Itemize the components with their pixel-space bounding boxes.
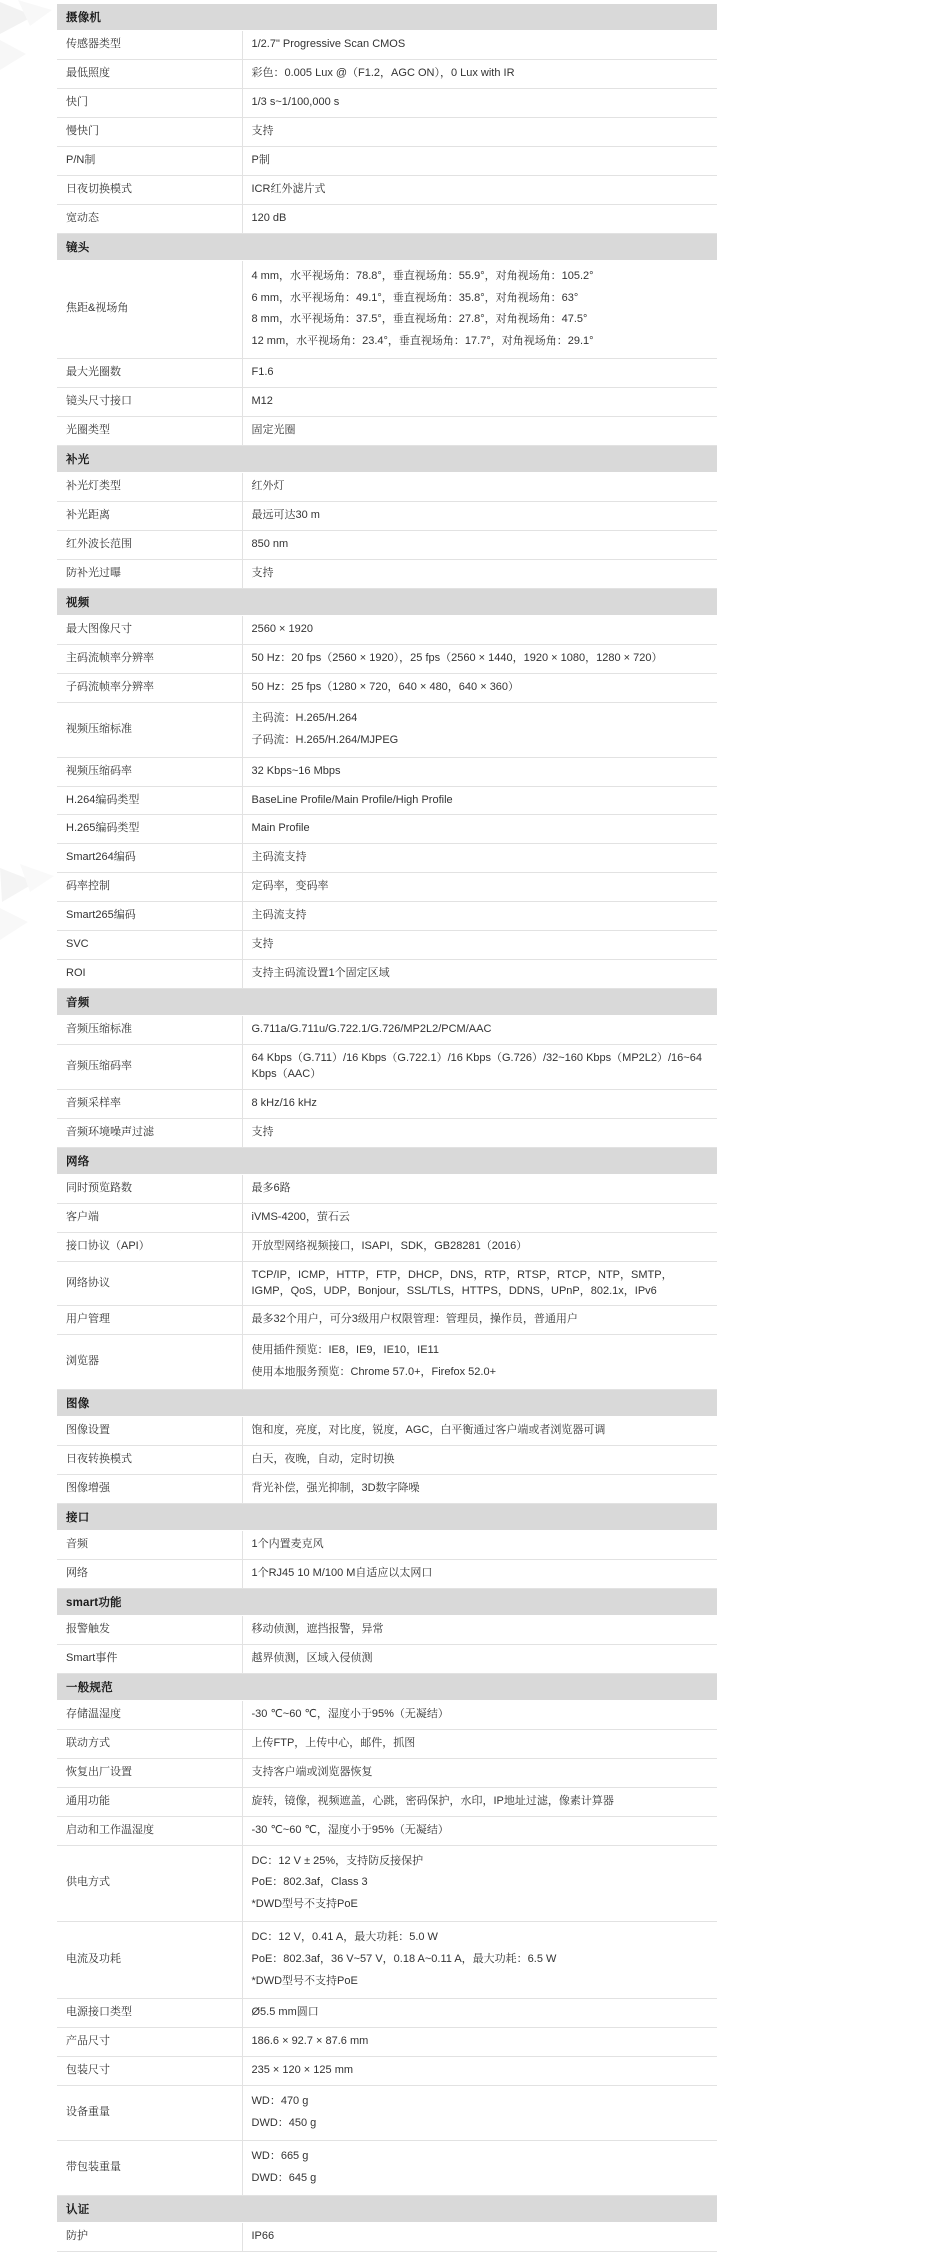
- section-title: 摄像机: [57, 4, 717, 31]
- spec-row: [57, 815, 717, 844]
- spec-value: [242, 559, 717, 588]
- spec-row: [57, 615, 717, 644]
- section-header-row: [57, 1588, 717, 1615]
- spec-key: Smart265编码: [57, 902, 242, 931]
- spec-value-line: P制: [251, 153, 270, 166]
- spec-row: [57, 644, 717, 673]
- spec-key: 音频压缩码率: [57, 1045, 242, 1090]
- spec-row: [57, 1758, 717, 1787]
- spec-key: 音频环境噪声过滤: [57, 1118, 242, 1147]
- spec-key: 电流及功耗: [57, 1922, 242, 1999]
- spec-row: [57, 757, 717, 786]
- spec-key: 同时预览路数: [57, 1174, 242, 1203]
- spec-row: [57, 2085, 717, 2140]
- spec-value: [242, 673, 717, 702]
- spec-value: [242, 1700, 717, 1729]
- spec-key: H.264编码类型: [57, 786, 242, 815]
- spec-value: [242, 1475, 717, 1504]
- watermark-decoration-top: [0, 0, 58, 86]
- spec-key: H.265编码类型: [57, 815, 242, 844]
- spec-value: [242, 359, 717, 388]
- section-title: 视频: [57, 588, 717, 615]
- spec-value-line: -30 ℃~60 ℃，湿度小于95%（无凝结）: [251, 1707, 449, 1720]
- spec-value-line: PoE：802.3af，Class 3: [251, 1876, 368, 1889]
- section-title: 认证: [57, 2195, 717, 2222]
- spec-value-line: 1/3 s~1/100,000 s: [251, 95, 340, 108]
- spec-key: 红外波长范围: [57, 531, 242, 560]
- spec-value-line: 移动侦测，遮挡报警，异常: [251, 1622, 384, 1635]
- spec-row: [57, 1118, 717, 1147]
- spec-key: P/N制: [57, 146, 242, 175]
- spec-value-line: DC：12 V，0.41 A，最大功耗：5.0 W: [251, 1931, 438, 1944]
- spec-key: 日夜转换模式: [57, 1446, 242, 1475]
- spec-row: [57, 1203, 717, 1232]
- spec-value-line: *DWD型号不支持PoE: [251, 1898, 358, 1911]
- spec-value-line: WD：665 g: [251, 2149, 309, 2162]
- section-title: 镜头: [57, 233, 717, 260]
- spec-row: [57, 417, 717, 446]
- spec-value-line: 主码流支持: [251, 851, 307, 864]
- spec-value-line: 1个内置麦克风: [251, 1538, 324, 1551]
- section-header-row: [57, 233, 717, 260]
- spec-row: [57, 88, 717, 117]
- spec-value-line: *DWD型号不支持PoE: [251, 1975, 358, 1988]
- spec-row: [57, 1560, 717, 1589]
- spec-row: [57, 1446, 717, 1475]
- spec-value: [242, 960, 717, 989]
- spec-key: 最低照度: [57, 59, 242, 88]
- spec-row: [57, 844, 717, 873]
- spec-key: 补光距离: [57, 502, 242, 531]
- spec-key: 用户管理: [57, 1306, 242, 1335]
- spec-value: [242, 931, 717, 960]
- spec-key: 快门: [57, 88, 242, 117]
- spec-value: [242, 615, 717, 644]
- section-title: smart功能: [57, 1588, 717, 1615]
- section-header-row: [57, 1504, 717, 1531]
- spec-value-line: DWD：645 g: [251, 2171, 317, 2184]
- spec-value-line: 235 × 120 × 125 mm: [251, 2064, 354, 2076]
- spec-value-line: iVMS-4200，萤石云: [251, 1210, 350, 1223]
- spec-value-line: 120 dB: [251, 211, 287, 224]
- spec-value-line: 红外灯: [251, 480, 285, 493]
- spec-value: [242, 873, 717, 902]
- spec-key: SVC: [57, 931, 242, 960]
- spec-row: [57, 59, 717, 88]
- spec-value-line: DC：12 V ± 25%，支持防反接保护: [251, 1854, 424, 1867]
- spec-key: 视频压缩标准: [57, 702, 242, 757]
- spec-key: 恢复出厂设置: [57, 1758, 242, 1787]
- spec-value-line: 186.6 × 92.7 × 87.6 mm: [251, 2035, 369, 2048]
- spec-value: [242, 844, 717, 873]
- spec-value: [242, 417, 717, 446]
- spec-row: [57, 786, 717, 815]
- spec-value-line: 彩色：0.005 Lux @（F1.2，AGC ON），0 Lux with IR: [251, 66, 515, 79]
- spec-row: [57, 1417, 717, 1446]
- spec-key: 子码流帧率分辨率: [57, 673, 242, 702]
- spec-value: [242, 1999, 717, 2028]
- spec-key: 传感器类型: [57, 31, 242, 60]
- section-title: 一般规范: [57, 1673, 717, 1700]
- specification-table: [57, 3, 717, 2252]
- spec-row: [57, 2140, 717, 2195]
- spec-value: [242, 388, 717, 417]
- spec-value-line: 越界侦测，区域入侵侦测: [251, 1651, 373, 1664]
- spec-value-line: 子码流：H.265/H.264/MJPEG: [251, 733, 399, 746]
- spec-value: [242, 1758, 717, 1787]
- spec-value: [242, 1306, 717, 1335]
- section-header-row: [57, 2195, 717, 2222]
- spec-row: [57, 31, 717, 60]
- spec-key: 日夜切换模式: [57, 175, 242, 204]
- spec-key: 防护: [57, 2222, 242, 2251]
- spec-row: [57, 260, 717, 359]
- spec-key: 音频: [57, 1531, 242, 1560]
- spec-value: [242, 1615, 717, 1644]
- spec-value-line: 6 mm，水平视场角：49.1°，垂直视场角：35.8°，对角视场角：63°: [251, 291, 579, 304]
- spec-key: 主码流帧率分辨率: [57, 644, 242, 673]
- spec-key: 带包装重量: [57, 2140, 242, 2195]
- section-title: 网络: [57, 1147, 717, 1174]
- spec-key: 报警触发: [57, 1615, 242, 1644]
- spec-key: 设备重量: [57, 2085, 242, 2140]
- spec-value-line: 4 mm，水平视场角：78.8°，垂直视场角：55.9°，对角视场角：105.2°: [251, 269, 594, 282]
- spec-key: 联动方式: [57, 1729, 242, 1758]
- spec-value: [242, 1016, 717, 1045]
- spec-value-line: 支持: [251, 566, 274, 579]
- spec-value-line: ICR红外滤片式: [251, 182, 326, 195]
- spec-value-line: 饱和度，亮度，对比度，锐度，AGC，白平衡通过客户端或者浏览器可调: [251, 1424, 606, 1437]
- spec-row: [57, 1232, 717, 1261]
- spec-row: [57, 1816, 717, 1845]
- spec-value-line: G.711a/G.711u/G.722.1/G.726/MP2L2/PCM/AAC: [251, 1023, 492, 1036]
- spec-value: [242, 1118, 717, 1147]
- spec-key: 最大图像尺寸: [57, 615, 242, 644]
- spec-value-line: 8 mm，水平视场角：37.5°，垂直视场角：27.8°，对角视场角：47.5°: [251, 313, 588, 326]
- spec-value: [242, 1644, 717, 1673]
- spec-value: [242, 702, 717, 757]
- specification-table-body: [57, 4, 717, 2252]
- spec-value-line: 旋转，镜像，视频遮盖，心跳，密码保护，水印，IP地址过滤，像素计算器: [251, 1794, 614, 1807]
- spec-row: [57, 359, 717, 388]
- spec-row: [57, 1615, 717, 1644]
- spec-value-line: 最多32个用户，可分3级用户权限管理：管理员，操作员，普通用户: [251, 1313, 578, 1326]
- spec-value-line: 支持主码流设置1个固定区域: [251, 967, 390, 980]
- section-header-row: [57, 588, 717, 615]
- spec-value: [242, 1729, 717, 1758]
- spec-row: [57, 502, 717, 531]
- spec-value: [242, 1335, 717, 1390]
- section-title: 音频: [57, 989, 717, 1016]
- section-header-row: [57, 1673, 717, 1700]
- spec-value: [242, 59, 717, 88]
- spec-row: [57, 1644, 717, 1673]
- spec-value-line: Main Profile: [251, 822, 310, 835]
- spec-value: [242, 1816, 717, 1845]
- spec-value-line: PoE：802.3af，36 V~57 V，0.18 A~0.11 A，最大功耗：6.5 W: [251, 1953, 557, 1966]
- section-header-row: [57, 1390, 717, 1417]
- spec-row: [57, 1531, 717, 1560]
- spec-value-line: 背光补偿，强光抑制，3D数字降噪: [251, 1482, 420, 1495]
- spec-value: [242, 117, 717, 146]
- spec-key: 补光灯类型: [57, 473, 242, 502]
- section-header-row: [57, 446, 717, 473]
- spec-key: 防补光过曝: [57, 559, 242, 588]
- spec-row: [57, 2057, 717, 2086]
- spec-value-line: 最多6路: [251, 1181, 291, 1194]
- spec-row: [57, 1089, 717, 1118]
- spec-key: 码率控制: [57, 873, 242, 902]
- spec-value-line: TCP/IP，ICMP，HTTP，FTP，DHCP，DNS，RTP，RTSP，RTCP，NTP，SMTP，IGMP，QoS，UDP，Bonjour，SSL/TLS，HTTPS，DDNS，UPnP，802.1x，IPv6: [251, 1268, 673, 1297]
- spec-value-line: 支持: [251, 124, 274, 137]
- spec-value-line: 2560 × 1920: [251, 622, 313, 635]
- spec-key: 慢快门: [57, 117, 242, 146]
- spec-key: 图像设置: [57, 1417, 242, 1446]
- spec-row: [57, 117, 717, 146]
- spec-row: [57, 559, 717, 588]
- spec-row: [57, 1016, 717, 1045]
- spec-value-line: 8 kHz/16 kHz: [251, 1096, 317, 1109]
- spec-value: [242, 204, 717, 233]
- spec-value: [242, 175, 717, 204]
- spec-value: [242, 1531, 717, 1560]
- spec-row: [57, 146, 717, 175]
- spec-row: [57, 1261, 717, 1306]
- spec-value-line: 白天，夜晚，自动，定时切换: [251, 1453, 395, 1466]
- spec-value-line: 1个RJ45 10 M/100 M自适应以太网口: [251, 1567, 433, 1579]
- spec-row: [57, 1922, 717, 1999]
- watermark-decoration-middle: [0, 862, 58, 958]
- spec-key: 网络: [57, 1560, 242, 1589]
- spec-value-line: DWD：450 g: [251, 2116, 317, 2129]
- spec-value: [242, 786, 717, 815]
- spec-value: [242, 1203, 717, 1232]
- spec-key: 焦距&视场角: [57, 260, 242, 359]
- spec-value: [242, 2085, 717, 2140]
- section-header-row: [57, 4, 717, 31]
- spec-value: [242, 1922, 717, 1999]
- spec-row: [57, 1845, 717, 1922]
- section-title: 补光: [57, 446, 717, 473]
- spec-row: [57, 931, 717, 960]
- spec-value-line: 主码流：H.265/H.264: [251, 711, 358, 724]
- spec-value-line: M12: [251, 395, 273, 408]
- spec-key: 供电方式: [57, 1845, 242, 1922]
- spec-value-line: 支持: [251, 1125, 274, 1138]
- spec-key: 通用功能: [57, 1787, 242, 1816]
- spec-value: [242, 815, 717, 844]
- spec-row: [57, 473, 717, 502]
- spec-value-line: BaseLine Profile/Main Profile/High Profile: [251, 793, 453, 806]
- spec-value: [242, 1045, 717, 1090]
- spec-value-line: F1.6: [251, 366, 274, 379]
- spec-value-line: 开放型网络视频接口，ISAPI，SDK，GB28281（2016）: [251, 1239, 528, 1252]
- spec-value: [242, 1261, 717, 1306]
- spec-key: 最大光圈数: [57, 359, 242, 388]
- spec-row: [57, 2222, 717, 2251]
- spec-value-line: 12 mm，水平视场角：23.4°，垂直视场角：17.7°，对角视场角：29.1°: [251, 335, 594, 348]
- spec-value: [242, 1845, 717, 1922]
- spec-value: [242, 88, 717, 117]
- spec-value: [242, 502, 717, 531]
- spec-value-line: 上传FTP，上传中心，邮件，抓图: [251, 1736, 416, 1749]
- spec-key: 宽动态: [57, 204, 242, 233]
- spec-key: 镜头尺寸接口: [57, 388, 242, 417]
- spec-key: Smart264编码: [57, 844, 242, 873]
- spec-row: [57, 673, 717, 702]
- spec-value: [242, 146, 717, 175]
- spec-value: [242, 644, 717, 673]
- spec-value: [242, 31, 717, 60]
- spec-row: [57, 1475, 717, 1504]
- spec-row: [57, 1174, 717, 1203]
- spec-value-line: 32 Kbps~16 Mbps: [251, 764, 341, 777]
- spec-value: [242, 1089, 717, 1118]
- spec-row: [57, 902, 717, 931]
- spec-key: 产品尺寸: [57, 2028, 242, 2057]
- section-header-row: [57, 989, 717, 1016]
- spec-value-line: Ø5.5 mm圆口: [251, 2006, 319, 2019]
- spec-row: [57, 1045, 717, 1090]
- spec-row: [57, 1700, 717, 1729]
- spec-value: [242, 1174, 717, 1203]
- spec-value: [242, 2028, 717, 2057]
- spec-key: 存储温湿度: [57, 1700, 242, 1729]
- spec-value: [242, 1560, 717, 1589]
- spec-key: ROI: [57, 960, 242, 989]
- spec-row: [57, 702, 717, 757]
- spec-value-line: 64 Kbps（G.711）/16 Kbps（G.722.1）/16 Kbps（G.726）/32~160 Kbps（MP2L2）/16~64 Kbps（AAC）: [251, 1052, 702, 1080]
- spec-row: [57, 873, 717, 902]
- spec-value-line: 使用本地服务预览：Chrome 57.0+，Firefox 52.0+: [251, 1366, 497, 1379]
- spec-key: 音频压缩标准: [57, 1016, 242, 1045]
- spec-value-line: 850 nm: [251, 538, 289, 550]
- spec-row: [57, 2028, 717, 2057]
- section-title: 图像: [57, 1390, 717, 1417]
- spec-key: 光圈类型: [57, 417, 242, 446]
- spec-value-line: IP66: [251, 2229, 275, 2242]
- spec-value: [242, 902, 717, 931]
- spec-value: [242, 1232, 717, 1261]
- spec-value-line: WD：470 g: [251, 2094, 309, 2107]
- spec-key: 图像增强: [57, 1475, 242, 1504]
- spec-value-line: 主码流支持: [251, 909, 307, 922]
- spec-key: 接口协议（API）: [57, 1232, 242, 1261]
- spec-row: [57, 1787, 717, 1816]
- spec-value-line: 支持客户端或浏览器恢复: [251, 1765, 373, 1778]
- spec-row: [57, 1999, 717, 2028]
- spec-value: [242, 2057, 717, 2086]
- spec-row: [57, 175, 717, 204]
- spec-key: Smart事件: [57, 1644, 242, 1673]
- spec-value-line: 固定光圈: [251, 424, 296, 437]
- spec-row: [57, 1335, 717, 1390]
- spec-value: [242, 2140, 717, 2195]
- spec-value-line: 50 Hz：25 fps（1280 × 720，640 × 480，640 × 360）: [251, 680, 520, 693]
- spec-value-line: 1/2.7" Progressive Scan CMOS: [251, 38, 406, 50]
- spec-value-line: 50 Hz：20 fps（2560 × 1920），25 fps（2560 × 1440，1920 × 1080，1280 × 720）: [251, 651, 663, 664]
- spec-value-line: 最远可达30 m: [251, 509, 320, 522]
- spec-row: [57, 1729, 717, 1758]
- spec-key: 网络协议: [57, 1261, 242, 1306]
- spec-row: [57, 388, 717, 417]
- spec-row: [57, 531, 717, 560]
- spec-key: 电源接口类型: [57, 1999, 242, 2028]
- spec-key: 客户端: [57, 1203, 242, 1232]
- spec-value-line: 使用插件预览：IE8，IE9，IE10，IE11: [251, 1344, 439, 1357]
- spec-row: [57, 204, 717, 233]
- section-title: 接口: [57, 1504, 717, 1531]
- spec-key: 视频压缩码率: [57, 757, 242, 786]
- spec-value-line: -30 ℃~60 ℃，湿度小于95%（无凝结）: [251, 1823, 449, 1836]
- specification-table-container: [57, 3, 717, 2252]
- spec-value: [242, 260, 717, 359]
- spec-row: [57, 960, 717, 989]
- spec-value: [242, 531, 717, 560]
- spec-key: 包装尺寸: [57, 2057, 242, 2086]
- spec-value: [242, 2222, 717, 2251]
- spec-value: [242, 1446, 717, 1475]
- spec-key: 音频采样率: [57, 1089, 242, 1118]
- spec-row: [57, 1306, 717, 1335]
- spec-key: 浏览器: [57, 1335, 242, 1390]
- spec-value: [242, 757, 717, 786]
- spec-value-line: 定码率，变码率: [251, 880, 329, 893]
- spec-value: [242, 473, 717, 502]
- spec-value-line: 支持: [251, 938, 274, 951]
- spec-value: [242, 1417, 717, 1446]
- spec-value: [242, 1787, 717, 1816]
- section-header-row: [57, 1147, 717, 1174]
- spec-key: 启动和工作温湿度: [57, 1816, 242, 1845]
